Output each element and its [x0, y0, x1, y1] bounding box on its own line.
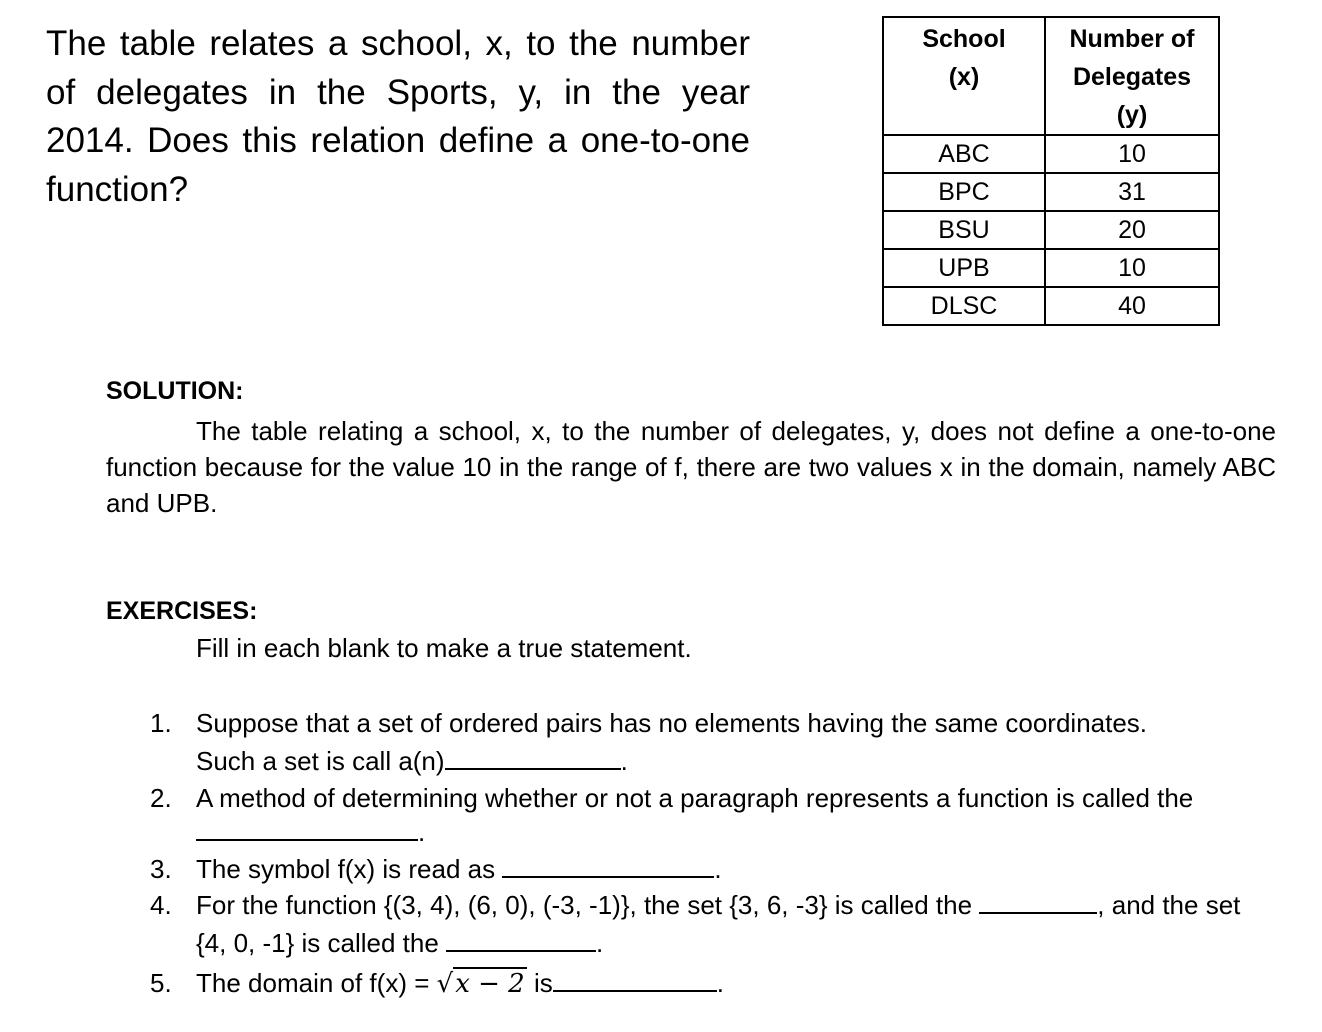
exercises-instruction: Fill in each blank to make a true statement. [196, 633, 692, 663]
square-root-symbol: √ [436, 969, 454, 999]
school-cell: BPC [883, 173, 1045, 211]
item-number: 3. [150, 854, 172, 884]
school-header-line1: School [922, 25, 1006, 53]
item-text: . [716, 968, 724, 998]
item-text: . [714, 854, 722, 884]
solution-text: The table relating a school, x, to the number of delegates, y, does not define a one-to-one function because for the value 10 in the range of f, there are two values x in the domain, namely ABC and UPB. [106, 416, 1276, 518]
delegates-cell: 20 [1045, 211, 1219, 249]
solution-heading: SOLUTION: [106, 377, 244, 405]
school-cell: ABC [883, 135, 1045, 173]
table-row [883, 249, 1219, 287]
answer-blank[interactable] [979, 890, 1097, 914]
item-line: A method of determining whether or not a paragraph represents a function is called the [196, 783, 1194, 813]
answer-blank[interactable] [553, 968, 717, 992]
item-text: . [620, 746, 628, 776]
item-number: 5. [150, 968, 172, 998]
item-line [196, 887, 1240, 923]
delegates-cell: 10 [1045, 249, 1219, 287]
school-cell: BSU [883, 211, 1045, 249]
delegates-cell: 10 [1045, 135, 1219, 173]
question-text: The table relates a school, x, to the number of delegates in the Sports, y, in the year 2014. Does this relation define a one-to-one function? [46, 24, 750, 209]
item-line: Suppose that a set of ordered pairs has no elements having the same coordinates. [196, 708, 1148, 738]
school-column-header [883, 17, 1045, 135]
delegates-cell: 31 [1045, 173, 1219, 211]
table-row [883, 211, 1219, 249]
item-text: {4, 0, -1} is called the [196, 928, 447, 958]
school-header-line2: (x) [948, 63, 980, 91]
school-cell: UPB [883, 249, 1045, 287]
answer-blank[interactable] [445, 746, 621, 770]
item-number: 1. [150, 708, 172, 738]
answer-blank[interactable] [502, 854, 714, 878]
table-row [883, 287, 1219, 325]
item-line [196, 814, 425, 850]
delegates-header-line1: Number of [1069, 25, 1195, 53]
item-text: is [526, 968, 553, 998]
relation-table [882, 16, 1220, 326]
item-text: The domain of f(x) = [196, 968, 437, 998]
item-text: The symbol f(x) is read as [196, 854, 503, 884]
delegates-column-header [1045, 17, 1219, 135]
item-line [196, 743, 628, 779]
item-line [196, 965, 724, 1002]
table-row [883, 135, 1219, 173]
item-text: . [418, 817, 426, 847]
answer-blank[interactable] [446, 928, 596, 952]
item-number: 2. [150, 783, 172, 813]
radicand: x − 2 [455, 969, 525, 999]
item-text: , and the set [1097, 890, 1241, 920]
table-row [883, 173, 1219, 211]
delegates-header-line2: Delegates [1072, 63, 1192, 91]
table-header-row [883, 17, 1219, 135]
item-text: Such a set is call a(n) [196, 746, 445, 776]
delegates-cell: 40 [1045, 287, 1219, 325]
item-number: 4. [150, 890, 172, 920]
school-cell: DLSC [883, 287, 1045, 325]
exercises-heading: EXERCISES: [106, 597, 258, 625]
item-line [196, 851, 722, 887]
item-line [196, 925, 603, 961]
item-text: . [596, 928, 604, 958]
answer-blank[interactable] [196, 817, 418, 841]
delegates-header-line3: (y) [1116, 101, 1148, 129]
item-text: For the function {(3, 4), (6, 0), (-3, -1)}, the set {3, 6, -3} is called the [196, 890, 980, 920]
